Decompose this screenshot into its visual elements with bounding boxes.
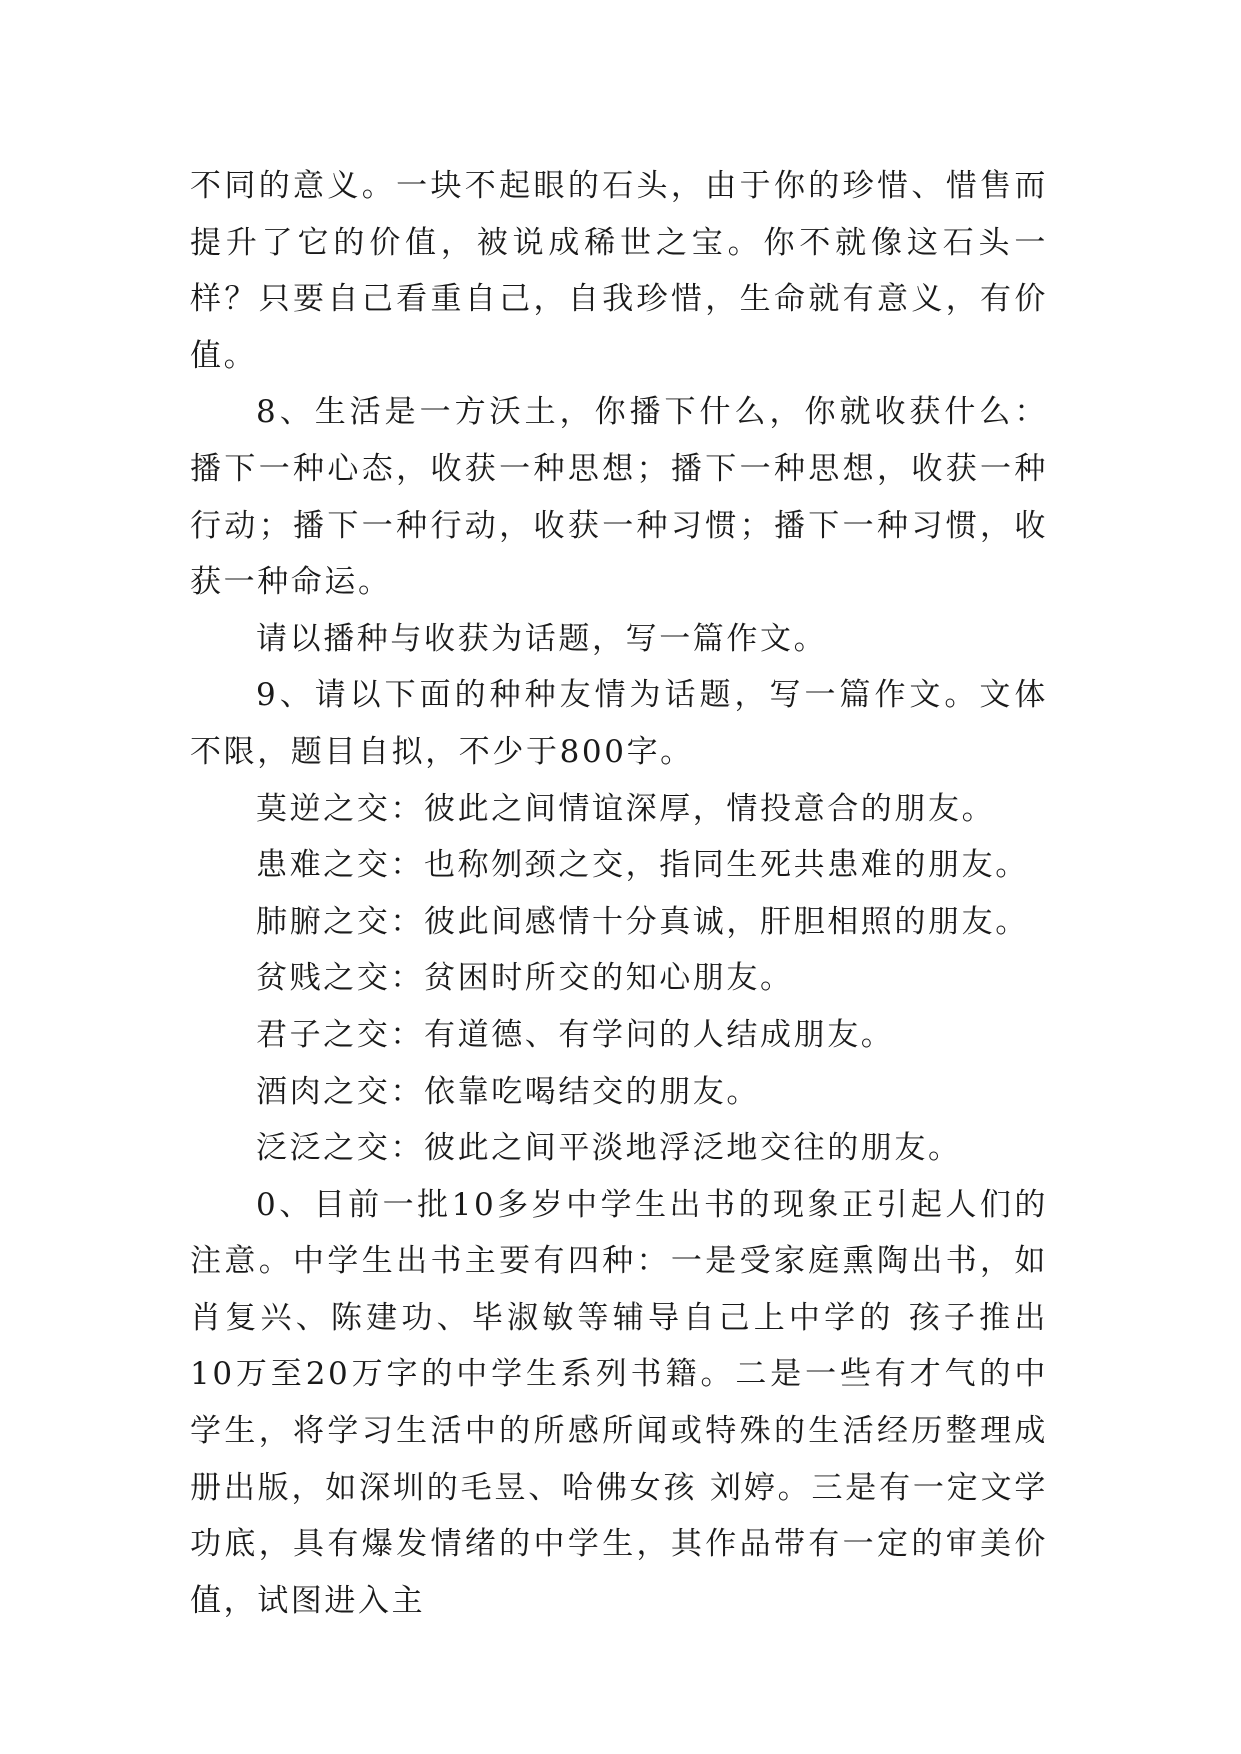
friendship-item: 泛泛之交：彼此之间平淡地浮泛地交往的朋友。 <box>256 1130 962 1167</box>
paragraph-continuation: 不同的意义。一块不起眼的石头，由于你的珍惜、惜售而提升了它的价值，被说成稀世之宝。你不就像这石头一样？只要自己看重自己，自我珍惜，生命就有意义，有价值。 <box>190 168 1048 374</box>
friendship-item: 患难之交：也称刎颈之交，指同生死共患难的朋友。 <box>256 847 1029 884</box>
paragraph-topic-9: 9、请以下面的种种友情为话题，写一篇作文。文体不限，题目自拟，不少于800字。 <box>190 677 1048 770</box>
document-page <box>190 158 1048 1629</box>
friendship-item: 肺腑之交：彼此间感情十分真诚，肝胆相照的朋友。 <box>256 903 1029 940</box>
paragraph-topic-8: 8、生活是一方沃土，你播下什么，你就收获什么：播下一种心态，收获一种思想；播下一种思想，收获一种行动；播下一种行动，收获一种习惯；播下一种习惯，收获一种命运。 <box>190 394 1048 601</box>
friendship-item: 酒肉之交：依靠吃喝结交的朋友。 <box>256 1073 760 1110</box>
paragraph-topic-10: 0、目前一批10多岁中学生出书的现象正引起人们的注意。中学生出书主要有四种：一是受家庭熏陶出书，如肖复兴、陈建功、毕淑敏等辅导自己上中学的 孩子推出10万至20万字的中学生系列书籍。二是一些有才气的中学生，将学习生活中的所感所闻或特殊的生活经历整理成册出版，如深圳的毛昱、哈佛女孩 刘婷。三是有一定文学功底，具有爆发情绪的中学生，其作品带有一定的审美价值，试图进入主 <box>190 1186 1048 1619</box>
friendship-item: 莫逆之交：彼此之间情谊深厚，情投意合的朋友。 <box>256 790 996 827</box>
paragraph-topic-8-instruction: 请以播种与收获为话题，写一篇作文。 <box>256 620 828 657</box>
friendship-item: 贫贱之交：贫困时所交的知心朋友。 <box>256 960 794 997</box>
friendship-item: 君子之交：有道德、有学问的人结成朋友。 <box>256 1016 895 1053</box>
